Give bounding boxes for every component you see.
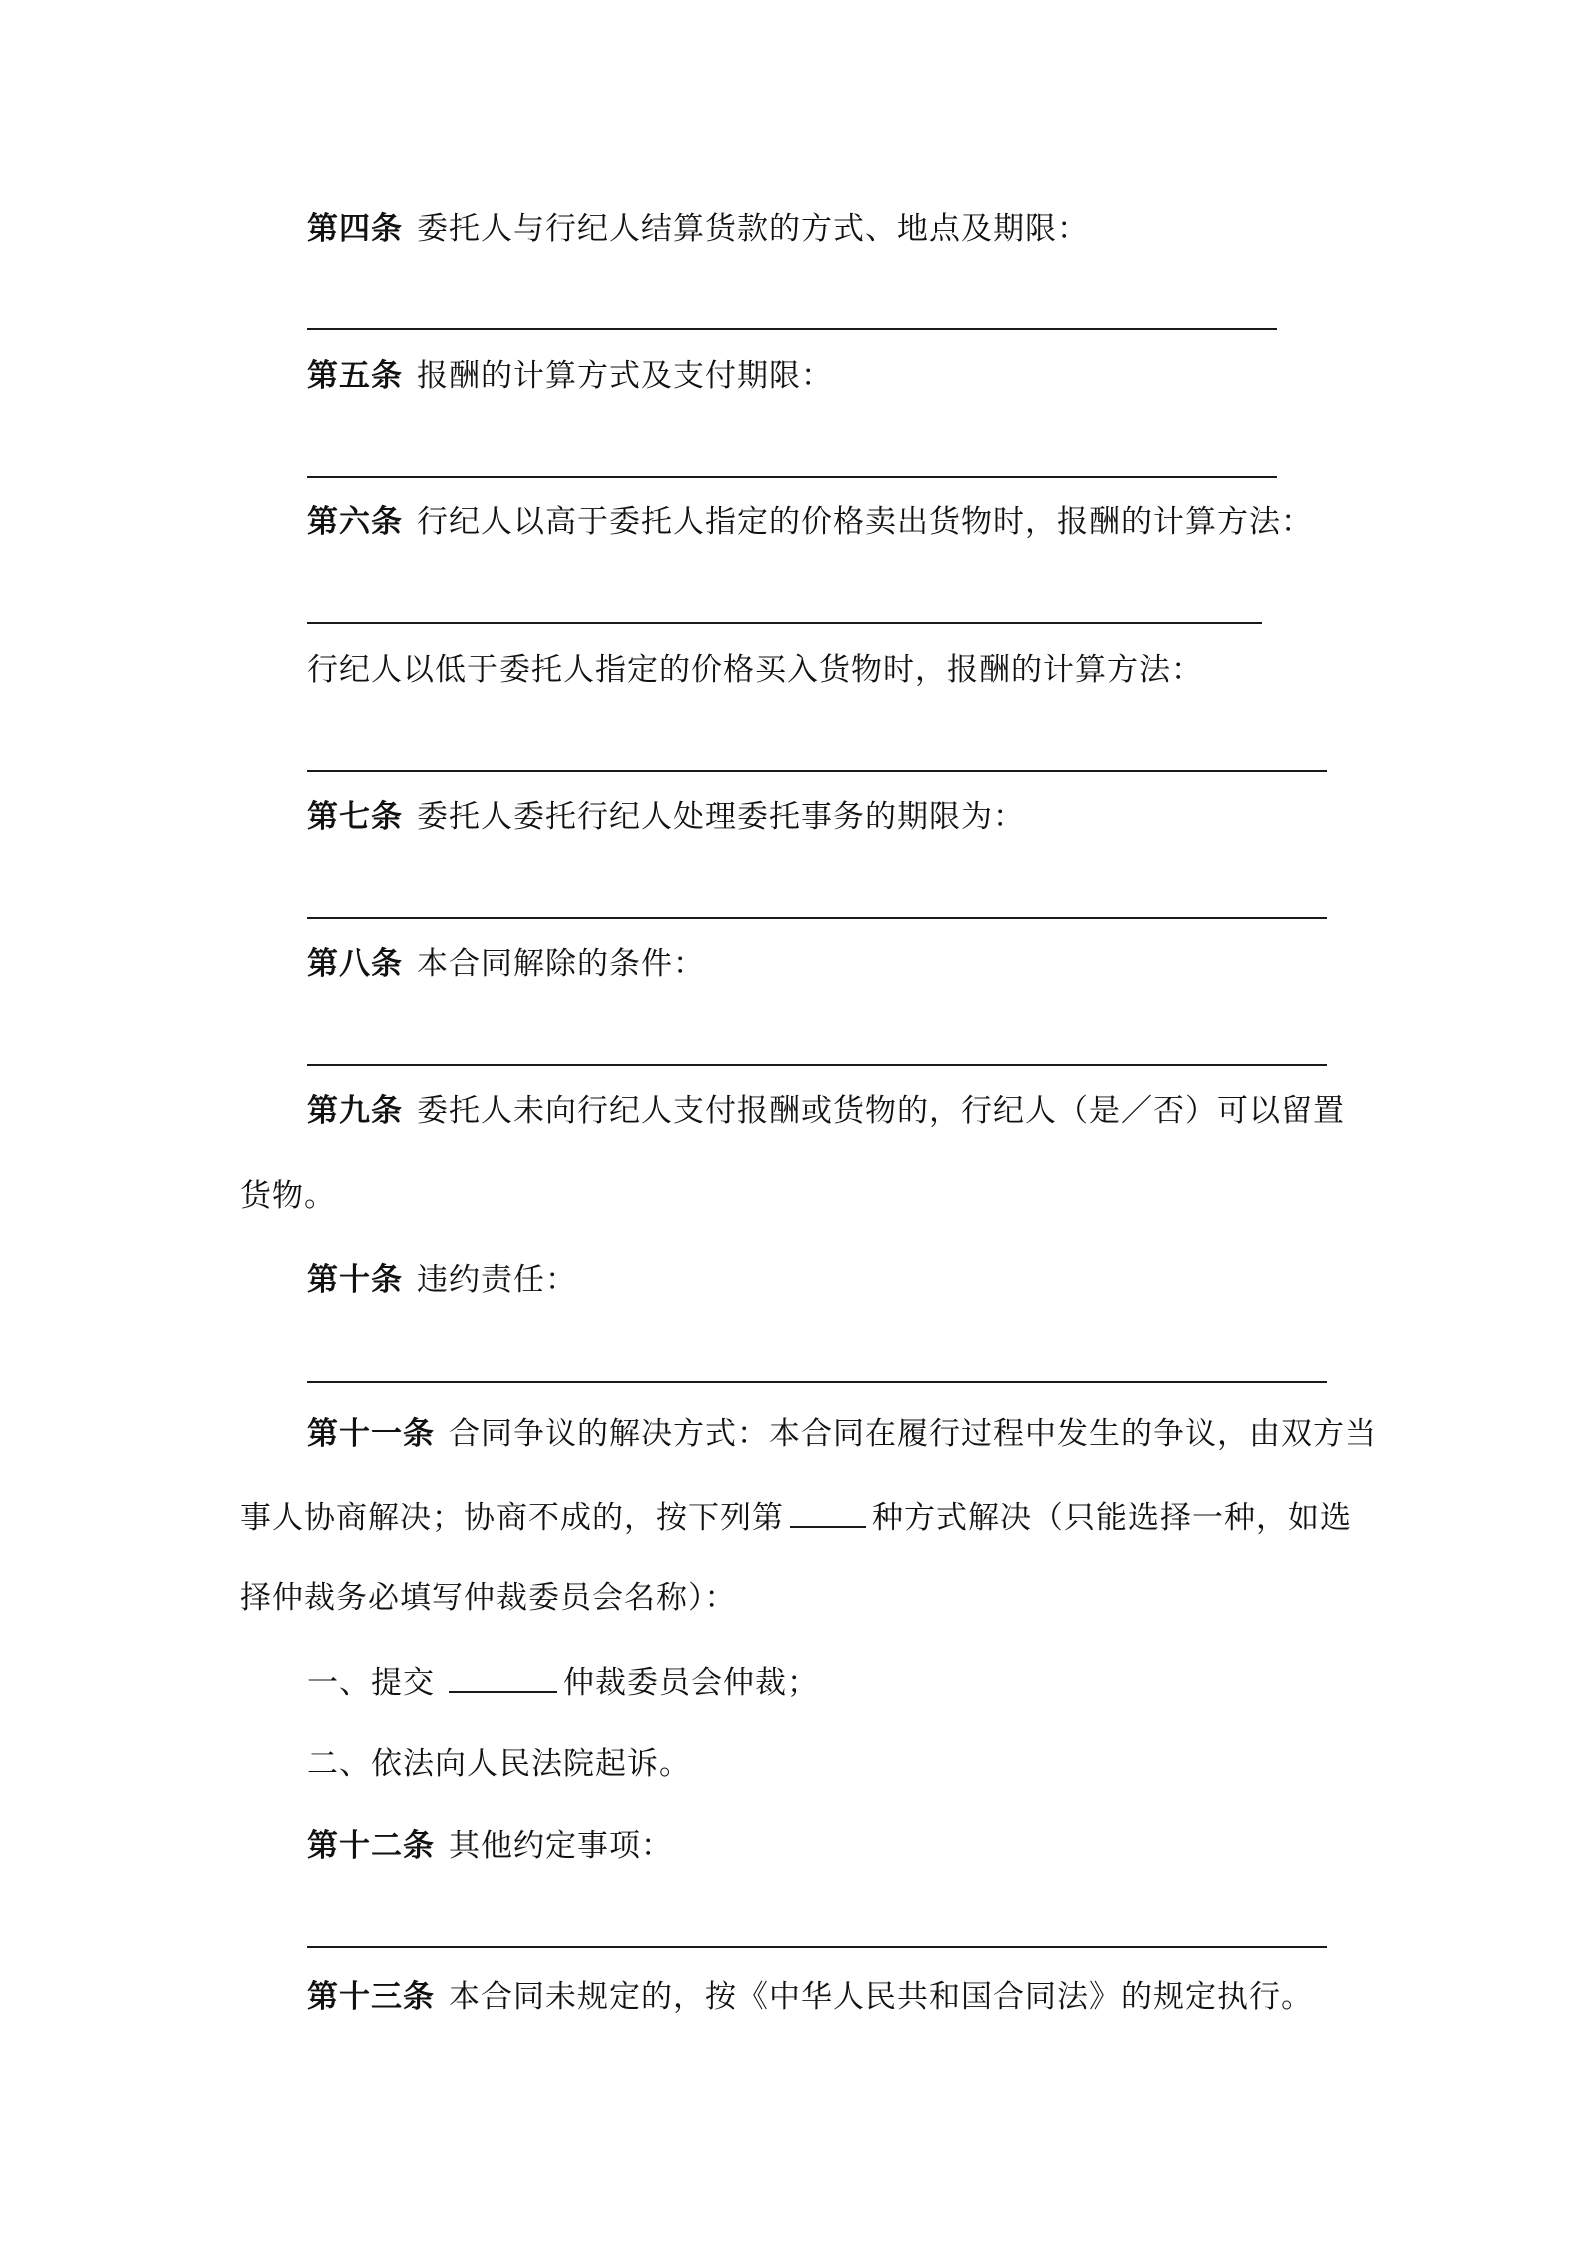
arbitration-option-suffix: 仲裁委员会仲裁； bbox=[563, 1665, 819, 1701]
article-6-buy bbox=[307, 650, 1203, 690]
article-11-text-3: 择仲裁务必填写仲裁委员会名称）： bbox=[240, 1580, 737, 1616]
article-8-text: 本合同解除的条件： bbox=[417, 946, 705, 982]
article-9-text-2: 货物。 bbox=[240, 1178, 336, 1214]
article-12 bbox=[307, 1826, 673, 1866]
article-5-title: 第五条 bbox=[307, 358, 403, 394]
article-9-cont bbox=[240, 1176, 336, 1216]
article-6-buy-text: 行纪人以低于委托人指定的价格买入货物时，报酬的计算方法： bbox=[307, 652, 1203, 688]
arbitration-option-prefix: 一、提交 bbox=[307, 1665, 435, 1701]
article-6-title: 第六条 bbox=[307, 504, 403, 540]
article-6 bbox=[307, 502, 1313, 542]
article-11-text-2a: 事人协商解决；协商不成的，按下列第 bbox=[240, 1500, 784, 1536]
article-6-fill-line[interactable] bbox=[307, 622, 1262, 624]
article-10 bbox=[307, 1260, 577, 1300]
article-11-text-2b: 种方式解决（只能选择一种，如选 bbox=[872, 1500, 1352, 1536]
litigation-option-text: 二、依法向人民法院起诉。 bbox=[307, 1746, 691, 1782]
article-12-title: 第十二条 bbox=[307, 1828, 435, 1864]
article-4-fill-line[interactable] bbox=[307, 328, 1277, 330]
article-4 bbox=[307, 209, 1089, 249]
article-7-text: 委托人委托行纪人处理委托事务的期限为： bbox=[417, 799, 1025, 835]
arbitration-option bbox=[307, 1661, 819, 1703]
article-5-fill-line[interactable] bbox=[307, 476, 1277, 478]
article-11-line-2 bbox=[240, 1496, 1352, 1538]
article-12-text: 其他约定事项： bbox=[449, 1828, 673, 1864]
article-11-text: 合同争议的解决方式：本合同在履行过程中发生的争议，由双方当 bbox=[449, 1416, 1377, 1452]
article-5-text: 报酬的计算方式及支付期限： bbox=[417, 358, 833, 394]
article-9 bbox=[307, 1091, 1345, 1131]
article-10-text: 违约责任： bbox=[417, 1262, 577, 1298]
article-13 bbox=[307, 1977, 1313, 2017]
article-7 bbox=[307, 797, 1025, 837]
article-13-text: 本合同未规定的，按《中华人民共和国合同法》的规定执行。 bbox=[449, 1979, 1313, 2015]
article-11-title: 第十一条 bbox=[307, 1416, 435, 1452]
article-10-fill-line[interactable] bbox=[307, 1381, 1327, 1383]
article-8-fill-line[interactable] bbox=[307, 1064, 1327, 1066]
article-10-title: 第十条 bbox=[307, 1262, 403, 1298]
article-7-fill-line[interactable] bbox=[307, 917, 1327, 919]
article-6-buy-fill-line[interactable] bbox=[307, 770, 1327, 772]
article-11-line-3 bbox=[240, 1578, 737, 1618]
article-8-title: 第八条 bbox=[307, 946, 403, 982]
article-9-title: 第九条 bbox=[307, 1093, 403, 1129]
article-13-title: 第十三条 bbox=[307, 1979, 435, 2015]
article-8 bbox=[307, 944, 705, 984]
article-9-text: 委托人未向行纪人支付报酬或货物的，行纪人（是／否）可以留置 bbox=[417, 1093, 1345, 1129]
article-11 bbox=[307, 1414, 1377, 1454]
article-4-title: 第四条 bbox=[307, 211, 403, 247]
method-number-blank[interactable] bbox=[790, 1496, 866, 1528]
litigation-option bbox=[307, 1744, 691, 1784]
article-7-title: 第七条 bbox=[307, 799, 403, 835]
arbitration-committee-blank[interactable] bbox=[449, 1661, 557, 1693]
article-5 bbox=[307, 356, 833, 396]
article-4-text: 委托人与行纪人结算货款的方式、地点及期限： bbox=[417, 211, 1089, 247]
article-6-text: 行纪人以高于委托人指定的价格卖出货物时，报酬的计算方法： bbox=[417, 504, 1313, 540]
article-12-fill-line[interactable] bbox=[307, 1946, 1327, 1948]
